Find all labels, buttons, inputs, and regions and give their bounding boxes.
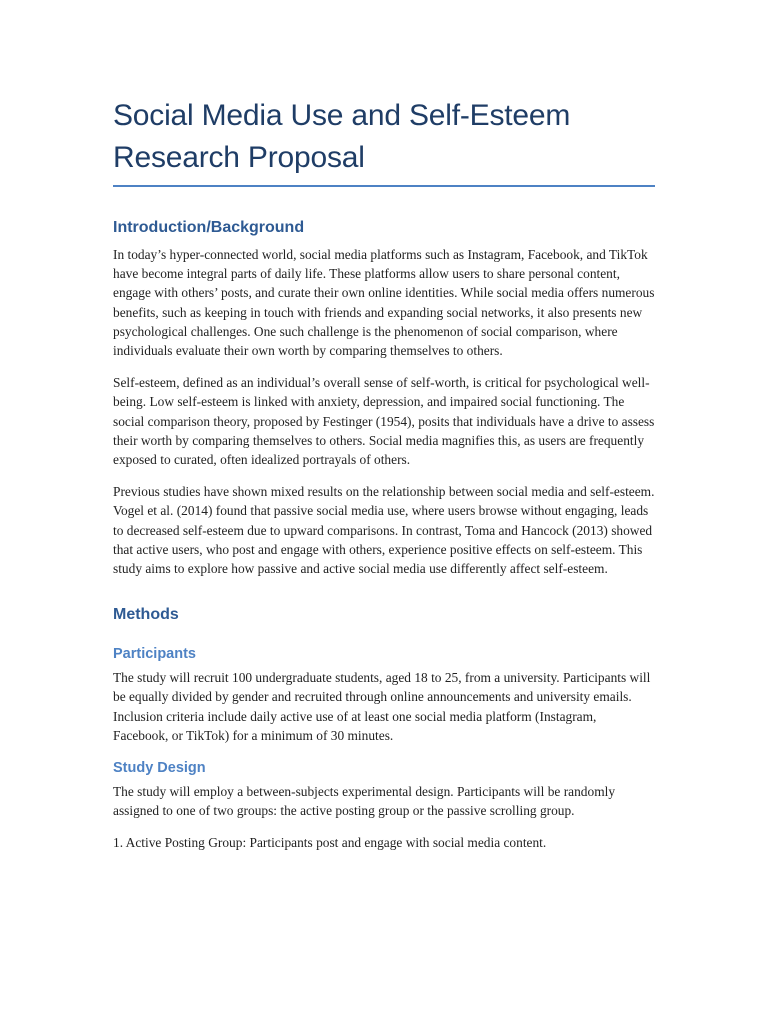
list-item: 1. Active Posting Group: Participants post and engage with social media content. (113, 835, 547, 851)
document-page (113, 95, 655, 866)
methods-heading: Methods (113, 606, 179, 624)
document-title: Social Media Use and Self-Esteem Research Proposal (113, 99, 571, 174)
intro-paragraph-1: In today’s hyper-connected world, social media platforms such as Instagram, Facebook, and TikTok have become integral parts of daily life. These platforms allow users to share personal content, engage with others’ posts, and curate their own online identities. While social media offers numerous benefits, such as keeping in touch with friends and expanding social networks, it also presents new psychological challenges. One such challenge is the phenomenon of social comparison, where individuals evaluate their own worth by comparing themselves to others. (113, 247, 655, 359)
intro-heading: Introduction/Background (113, 219, 305, 236)
participants-paragraph: The study will recruit 100 undergraduate students, aged 18 to 25, from a university. Participants will be equally divided by gender and recruited through online announcements and university emails. Inclusion criteria include daily active use of at least one social media platform (Instagram, Facebook, or TikTok) for a minimum of 30 minutes. (113, 670, 651, 743)
intro-paragraph-3: Previous studies have shown mixed results on the relationship between social media and self-esteem. Vogel et al. (2014) found that passive social media use, where users browse without engaging, leads to decreased self-esteem due to upward comparisons. In contrast, Toma and Hancock (2013) showed that active users, who post and engage with others, experience positive effects on self-esteem. This study aims to explore how passive and active social media use differently affect self-esteem. (113, 484, 655, 577)
study-design-paragraph: The study will employ a between-subjects experimental design. Participants will be randomly assigned to one of two groups: the active posting group or the passive scrolling group. (113, 784, 616, 819)
intro-paragraph-2: Self-esteem, defined as an individual’s overall sense of self-worth, is critical for psychological well-being. Low self-esteem is linked with anxiety, depression, and impaired social functioning. The social comparison theory, proposed by Festinger (1954), posits that individuals have a drive to assess their worth by comparing themselves to others. Social media magnifies this, as users are frequently exposed to curated, often idealized portrayals of others. (113, 375, 655, 468)
title-divider (113, 185, 655, 187)
participants-heading: Participants (113, 646, 196, 663)
study-design-heading: Study Design (113, 760, 206, 777)
